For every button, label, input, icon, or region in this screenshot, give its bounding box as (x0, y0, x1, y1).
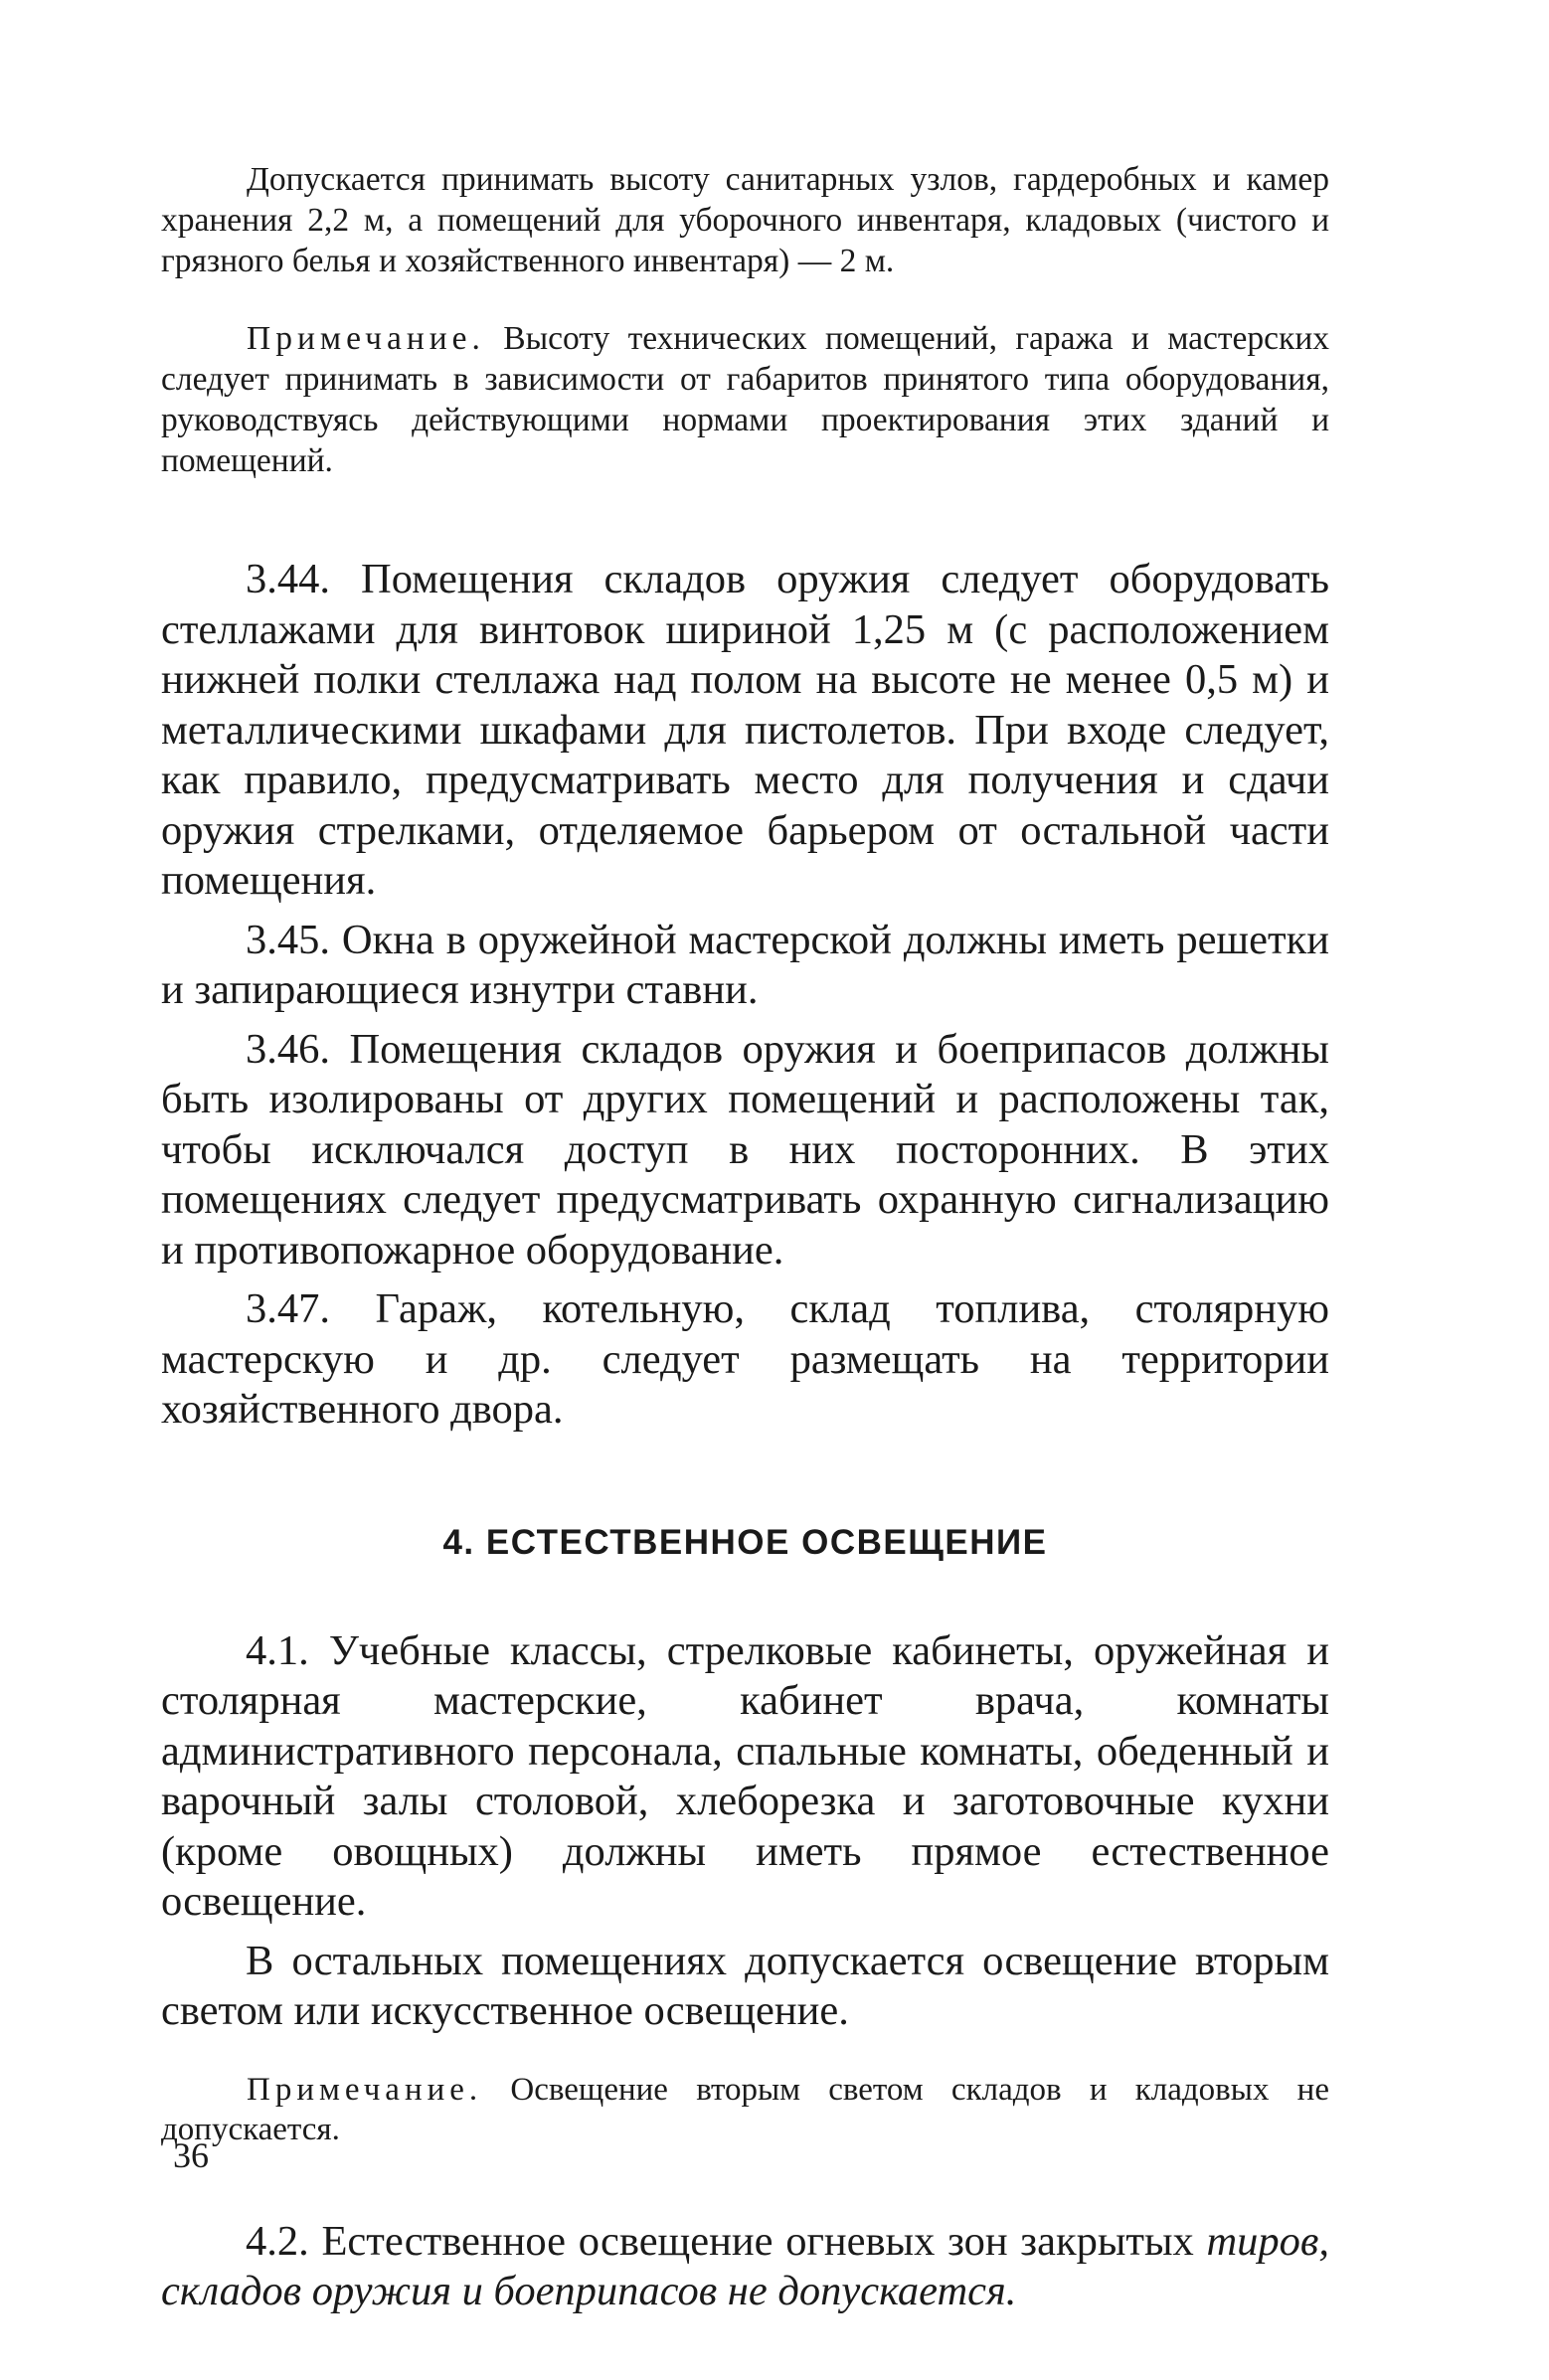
paragraph-4-2-italic: тиров, складов оружия и боеприпасов не допускается. (161, 2217, 1329, 2314)
section-heading-4: 4. ЕСТЕСТВЕННОЕ ОСВЕЩЕНИЕ (442, 1522, 1048, 1562)
paragraph-3-47: 3.47. Гараж, котельную, склад топлива, столярную мастерскую и др. следует размещать на территории хозяйственного двора. (161, 1285, 1329, 1433)
note-2 (161, 2070, 1329, 2149)
paragraph-4-2-start: 4.2. Естественное освещение огневых зон закрытых (246, 2217, 1207, 2265)
intro-paragraph: Допускается принимать высоту санитарных узлов, гардеробных и камер хранения 2,2 м, а помещений для уборочного инвентаря, кладовых (чистого и грязного белья и хозяйственного инвентаря) — 2 м. (161, 161, 1329, 279)
paragraph-3-44: 3.44. Помещения складов оружия следует оборудовать стеллажами для винтовок шириной 1,25 м (с расположением нижней полки стеллажа над полом на высоте не менее 0,5 м) и металлическими шкафами для пистолетов. При входе следует, как правило, предусматривать место для получения и сдачи оружия стрелками, отделяемое барьером от остальной части помещения. (161, 556, 1329, 904)
paragraph-4-1-continued: В остальных помещениях допускается освещение вторым светом или искусственное освещение. (161, 1937, 1329, 2034)
note-2-label: Примечание. (247, 2071, 483, 2108)
note-2-text: Освещение вторым светом складов и кладовых не допускается. (161, 2071, 1329, 2147)
note-1-text: Высоту технических помещений, гаража и мастерских следует принимать в зависимости от габаритов принятого типа оборудования, руководствуясь действующими нормами проектирования этих зданий и помещений. (161, 320, 1329, 479)
paragraph-4-2 (161, 2217, 1329, 2317)
note-1 (161, 318, 1329, 481)
page-number: 36 (173, 2135, 209, 2175)
document-page (161, 159, 1329, 2317)
paragraph-4-1: 4.1. Учебные классы, стрелковые кабинеты, оружейная и столярная мастерские, кабинет врача, комнаты административного персонала, спальные комнаты, обеденный и варочный залы столовой, хлеборезка и заготовочные кухни (кроме овощных) должны иметь прямое естественное освещение. (161, 1626, 1329, 1925)
note-1-label: Примечание. (247, 320, 485, 357)
paragraph-3-45: 3.45. Окна в оружейной мастерской должны иметь решетки и запирающиеся изнутри ставни. (161, 916, 1329, 1013)
paragraph-3-46: 3.46. Помещения складов оружия и боеприпасов должны быть изолированы от других помещений и расположены так, чтобы исключался доступ в них посторонних. В этих помещениях следует предусматривать охранную сигнализацию и противопожарное оборудование. (161, 1025, 1329, 1274)
